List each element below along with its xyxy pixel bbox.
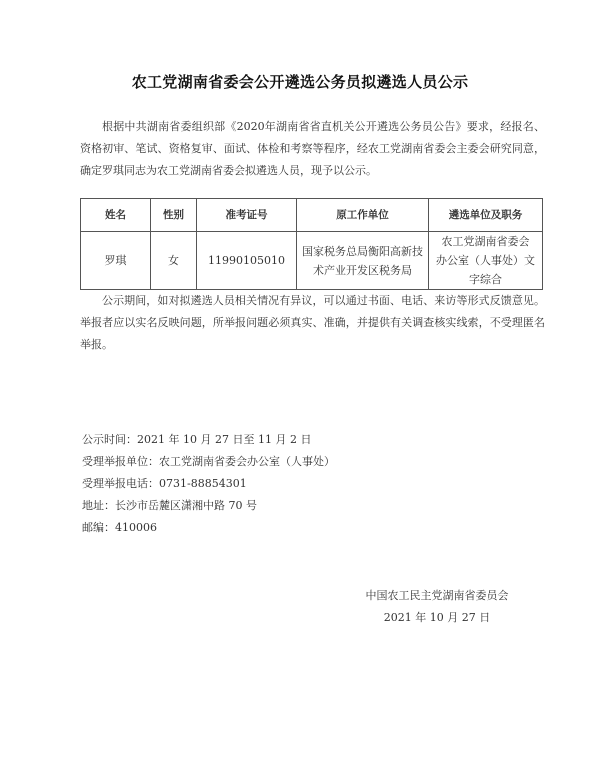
header-gender: 性别: [151, 199, 197, 232]
postcode: 邮编：410006: [82, 521, 157, 534]
table-header-row: [81, 199, 543, 232]
signature-org: 中国农工民主党湖南省委员会: [365, 589, 509, 602]
original-unit-line-1: 国家税务总局衡阳高新技: [302, 244, 423, 258]
header-original-unit: 原工作单位: [297, 199, 429, 232]
publicity-period: 公示时间：2021 年 10 月 27 日至 11 月 2 日: [82, 433, 312, 446]
target-unit-line-1: 农工党湖南省委会: [441, 235, 530, 248]
report-phone: 受理举报电话：0731-88854301: [82, 477, 247, 490]
cell-exam-id: 11990105010: [197, 232, 297, 290]
address: 地址：长沙市岳麓区潇湘中路 70 号: [82, 499, 257, 512]
signature-date: 2021 年 10 月 27 日: [383, 611, 491, 624]
notice-paragraph: 公示期间，如对拟遴选人员相关情况有异议，可以通过书面、电话、来访等形式反馈意见。举报者应以实名反映问题，所举报问题必须真实、准确，并提供有关调查核实线索，不受理匿名举报。: [80, 294, 545, 351]
document-title: 农工党湖南省委会公开遴选公务员拟遴选人员公示: [131, 73, 469, 91]
report-unit: 受理举报单位：农工党湖南省委会办公室（人事处）: [82, 455, 335, 468]
cell-target-unit: [429, 232, 543, 290]
cell-name: 罗琪: [81, 232, 151, 290]
cell-gender: 女: [151, 232, 197, 290]
header-target-unit: 遴选单位及职务: [429, 199, 543, 232]
table-row: [81, 232, 543, 290]
header-name: 姓名: [81, 199, 151, 232]
signature-block: [342, 585, 532, 629]
original-unit-line-2: 术产业开发区税务局: [313, 263, 412, 277]
contact-info-block: [82, 429, 335, 539]
target-unit-line-2: 办公室（人事处）文字综合: [436, 254, 535, 286]
cell-original-unit: [297, 232, 429, 290]
candidate-table: [80, 198, 543, 290]
intro-paragraph: 根据中共湖南省委组织部《2020年湖南省省直机关公开遴选公务员公告》要求，经报名、资格初审、笔试、资格复审、面试、体检和考察等程序，经农工党湖南省委会主委会研究同意，确定罗琪同志为农工党湖南省委会拟遴选人员，现予以公示。: [80, 120, 545, 177]
header-exam-id: 准考证号: [197, 199, 297, 232]
